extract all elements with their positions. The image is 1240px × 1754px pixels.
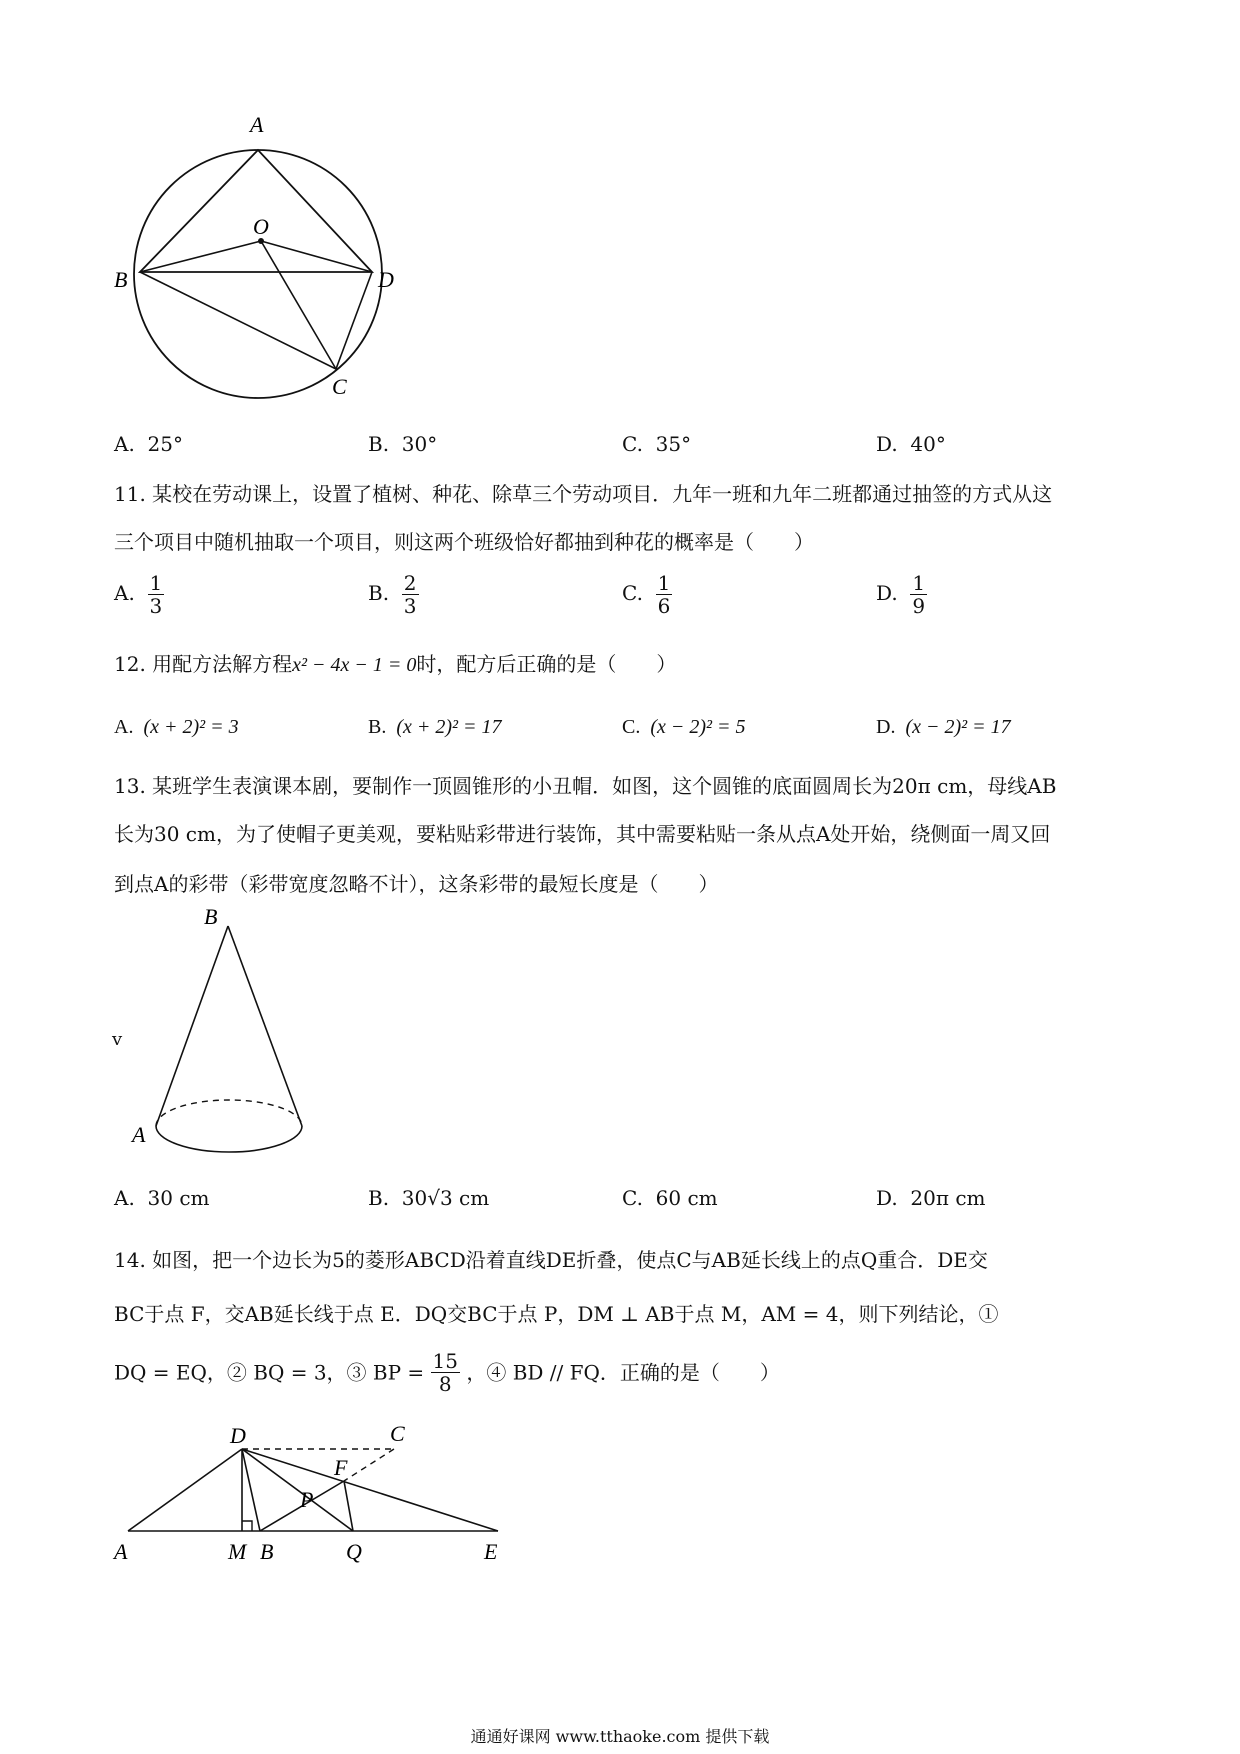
q10-option-a[interactable]: A. 25° [114,432,183,456]
label-e: E [484,1539,498,1564]
q12-option-b[interactable]: B. (x + 2)² = 17 [368,716,502,738]
q12-option-a[interactable]: A. (x + 2)² = 3 [114,716,239,738]
q11-option-a[interactable]: A. $\frac{1}{3}$ [114,571,163,618]
q13-option-a[interactable]: A. 30 cm [114,1186,210,1210]
label-a: A [114,1539,128,1564]
cone-base-front [156,1126,302,1152]
segment-od [261,241,372,272]
segment-cf-dashed [344,1449,394,1481]
q13-stem-line3: 到点A的彩带（彩带宽度忽略不计），这条彩带的最短长度是（ ） [114,872,719,896]
label-a: A [132,1122,146,1147]
circle-outline [134,150,382,398]
segment-ad [128,1449,242,1531]
q11-stem-line1: 11. 某校在劳动课上，设置了植树、种花、除草三个劳动项目．九年一班和九年二班都通过抽签的方式从这 [114,482,1053,506]
label-o: O [253,214,269,239]
q11-option-b[interactable]: B. $\frac{2}{3}$ [368,571,417,618]
label-b: B [260,1539,274,1564]
segment-bc [140,272,336,369]
q13-stem-line1: 13. 某班学生表演课本剧，要制作一顶圆锥形的小丑帽．如图，这个圆锥的底面圆周长为20π cm，母线AB [114,774,1057,798]
q13-option-b[interactable]: B. 30√3 cm [368,1186,490,1210]
q11-option-d[interactable]: D. $\frac{1}{9}$ [876,571,926,618]
q10-option-d[interactable]: D. 40° [876,432,946,456]
label-b: B [204,904,218,929]
q10-circle-figure [110,110,410,410]
segment-dc [336,272,372,369]
triangle-abd [140,150,372,272]
cone-side-left [156,926,228,1126]
label-c: C [332,374,347,399]
q12-option-d[interactable]: D. (x − 2)² = 17 [876,716,1011,738]
right-angle-mark [242,1521,252,1531]
cone-base-back [156,1100,302,1126]
cone-side-right [228,926,302,1126]
label-d: D [378,267,394,292]
segment-fq [344,1481,353,1531]
q14-stem-line1: 14. 如图，把一个边长为5的菱形ABCD沿着直线DE折叠，使点C与AB延长线上的点Q重合．DE交 [114,1248,988,1272]
segment-db [242,1449,260,1531]
q13-cone-figure [120,904,320,1150]
q12-stem: 12. 用配方法解方程x² − 4x − 1 = 0时，配方后正确的是（ ） [114,652,677,676]
label-p: P [300,1487,314,1512]
q14-stem-line3: DQ = EQ，② BQ = 3，③ BP = $\frac{15}{8}$ ，④ BD // FQ．正确的是（ ） [114,1349,780,1396]
q13-stray-mark: v [112,1029,123,1050]
label-b: B [114,267,128,292]
q12-equation: x² − 4x − 1 = 0 [292,654,417,676]
q13-option-d[interactable]: D. 20π cm [876,1186,986,1210]
page-footer: 通通好课网 www.tthaoke.com 提供下载 [470,1727,770,1746]
q11-stem-line2: 三个项目中随机抽取一个项目，则这两个班级恰好都抽到种花的概率是（ ） [114,530,814,554]
q13-option-c[interactable]: C. 60 cm [622,1186,718,1210]
q13-stem-line2: 长为30 cm，为了使帽子更美观，要粘贴彩带进行装饰，其中需要粘贴一条从点A处开始，绕侧面一周又回 [114,822,1051,846]
q10-option-c[interactable]: C. 35° [622,432,692,456]
q14-rhombus-figure [110,1415,520,1575]
label-q: Q [346,1539,362,1564]
label-f: F [334,1455,348,1480]
q14-fraction: $\frac{15}{8}$ [432,1349,458,1396]
q14-stem-line2: BC于点 F，交AB延长线于点 E．DQ交BC于点 P，DM ⊥ AB于点 M，AM = 4，则下列结论，① [114,1302,999,1326]
label-m: M [228,1539,247,1564]
segment-bo [140,241,261,272]
q10-option-b[interactable]: B. 30° [368,432,438,456]
label-c: C [390,1421,405,1446]
q11-option-c[interactable]: C. $\frac{1}{6}$ [622,571,671,618]
label-d: D [230,1423,246,1448]
q12-option-c[interactable]: C. (x − 2)² = 5 [622,716,746,738]
label-a: A [250,112,264,137]
